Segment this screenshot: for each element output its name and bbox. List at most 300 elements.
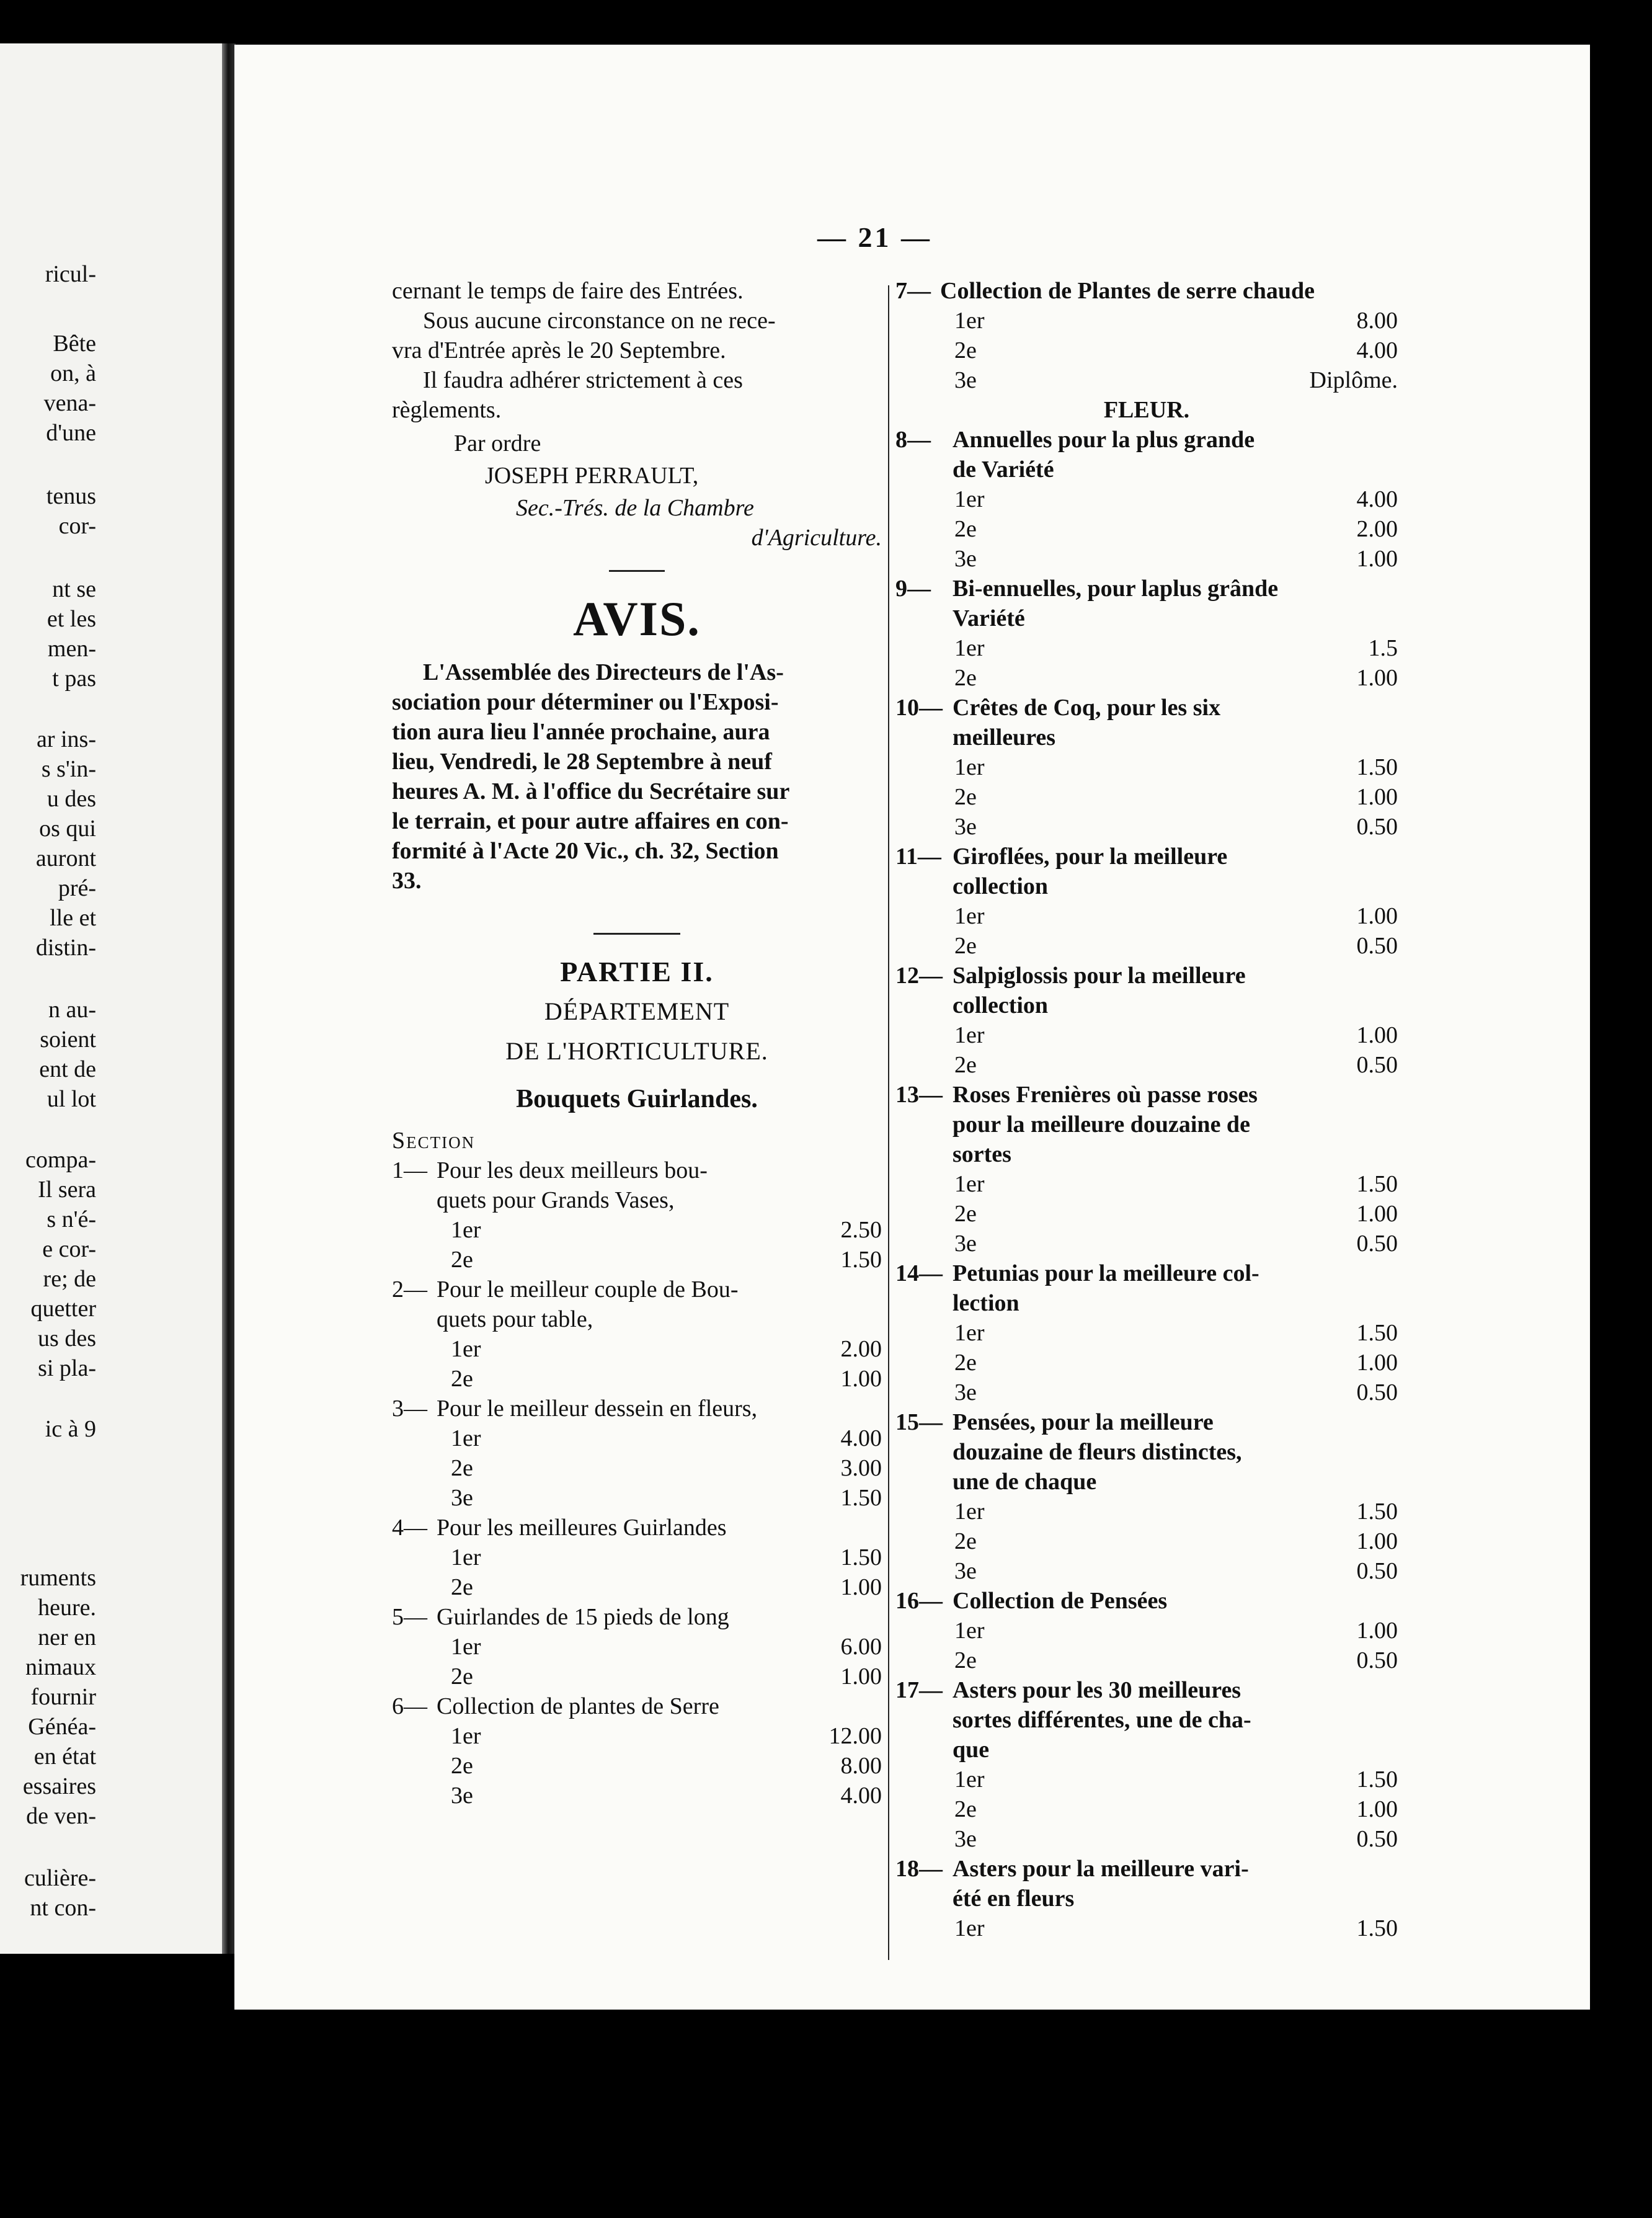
entry-number: 5—: [392, 1604, 427, 1630]
prize-entry: [895, 1080, 1398, 1258]
entry-title: Collection de plantes de Serre: [437, 1693, 719, 1719]
prize-rank: 3e: [954, 1558, 977, 1584]
entry-number: 10—: [895, 695, 943, 721]
left-page-text-fragment: Bête: [53, 331, 96, 357]
left-page-text-fragment: heure.: [38, 1595, 96, 1621]
prize-row: [895, 633, 1398, 663]
left-page-text-fragment: n au-: [48, 997, 96, 1023]
entry-title: que: [953, 1737, 990, 1763]
prize-amount: 12.00: [828, 1723, 882, 1749]
entry-number: 8—: [895, 427, 931, 453]
prize-row: [392, 1751, 882, 1781]
prize-row: [895, 1050, 1398, 1080]
prize-amount: 1.50: [1356, 1766, 1398, 1793]
prize-row: [895, 782, 1398, 812]
prize-amount: 4.00: [1356, 337, 1398, 363]
entry-title-line: [392, 1602, 882, 1632]
entry-number: [895, 871, 953, 901]
prize-rank: 2e: [451, 1664, 473, 1690]
entry-title-line: [895, 455, 1398, 484]
prize-rank: 2e: [451, 1366, 473, 1392]
left-page-text-fragment: ricul-: [45, 261, 96, 287]
prize-amount: 0.50: [1356, 814, 1398, 840]
left-page-text-fragment: nt con-: [30, 1895, 96, 1921]
prize-rank: 1er: [451, 1336, 481, 1362]
prize-rank: 2e: [451, 1753, 473, 1779]
entry-number: 3—: [392, 1396, 427, 1422]
avis-line: le terrain, et pour autre affaires en con-: [392, 808, 789, 834]
left-page-text-fragment: men-: [47, 636, 96, 662]
entry-title-line: [392, 1691, 882, 1721]
right-entry-list: [895, 425, 1398, 1943]
entry-number: 12—: [895, 963, 943, 989]
prize-row: [392, 1721, 882, 1751]
section-label: Section: [392, 1128, 476, 1154]
entry-title-line: [392, 1394, 882, 1423]
entry-number: [895, 455, 953, 484]
left-page-text-fragment: e cor-: [42, 1236, 96, 1262]
entry-title: lection: [953, 1290, 1019, 1316]
entry-number: 13—: [895, 1082, 943, 1108]
prize-row: [895, 1020, 1398, 1050]
column-divider: [888, 285, 889, 1960]
left-page-text-fragment: fournir: [30, 1684, 96, 1710]
prize-row: [895, 812, 1398, 842]
intro-paragraph: [392, 276, 882, 425]
left-page-text-fragment: t pas: [52, 666, 96, 692]
left-page-text-fragment: soient: [40, 1027, 96, 1053]
prize-row: [392, 1781, 882, 1810]
prize-amount: 1.00: [1356, 1796, 1398, 1822]
prize-row: [392, 1334, 882, 1364]
entry-title: une de chaque: [953, 1469, 1097, 1495]
prize-rank: 3e: [954, 546, 977, 572]
prize-rank: 3e: [954, 814, 977, 840]
prize-amount: 1.50: [1356, 1915, 1398, 1941]
prize-rank: 2e: [954, 1647, 977, 1673]
prize-amount: 0.50: [1356, 1379, 1398, 1405]
entry-title: Bi-ennuelles, pour laplus grânde: [953, 576, 1279, 602]
entry-title: de Variété: [953, 457, 1054, 483]
prize-amount: 1.50: [1356, 1499, 1398, 1525]
prize-amount: 1.00: [840, 1574, 882, 1600]
entry-title-line: [392, 1156, 882, 1185]
prize-amount: 1.50: [840, 1485, 882, 1511]
left-page-text-fragment: ic à 9: [45, 1416, 96, 1442]
entry-title-line: [895, 991, 1398, 1020]
left-column: [392, 276, 882, 1810]
prize-amount: 3.00: [840, 1455, 882, 1481]
prize-amount: 1.00: [1356, 1350, 1398, 1376]
entry-number: [895, 1437, 953, 1467]
prize-rank: 1er: [451, 1723, 481, 1749]
left-page-text-fragment: lle et: [50, 905, 96, 931]
prize-row: [895, 1824, 1398, 1854]
left-page-text-fragment: ul lot: [47, 1086, 96, 1112]
prize-row: [895, 931, 1398, 961]
entry-number: 2—: [392, 1276, 427, 1303]
entry-number: [895, 603, 953, 633]
left-page-text-fragment: tenus: [46, 483, 96, 509]
prize-row: [895, 663, 1398, 693]
intro-line: Il faudra adhérer strictement à ces: [423, 367, 743, 393]
prize-row: [392, 1453, 882, 1483]
prize-rank: 3e: [954, 1231, 977, 1257]
prize-row: [895, 1913, 1398, 1943]
prize-row: [895, 365, 1398, 395]
entry-list: [895, 276, 1398, 395]
prize-amount: Diplôme.: [1309, 367, 1398, 393]
prize-entry: [392, 1513, 882, 1602]
prize-amount: 4.00: [840, 1425, 882, 1451]
prize-rank: 1er: [954, 1618, 985, 1644]
left-page-text-fragment: re; de: [43, 1266, 96, 1292]
left-page-text-fragment: os qui: [39, 816, 96, 842]
prize-row: [895, 336, 1398, 365]
prize-entry: [392, 1275, 882, 1394]
prize-rank: 2e: [954, 1052, 977, 1078]
entry-title-line: [895, 1080, 1398, 1110]
prize-amount: 8.00: [1356, 308, 1398, 334]
entry-title-line: [392, 1513, 882, 1543]
entry-title: Pour les meilleures Guirlandes: [437, 1515, 727, 1541]
prize-rank: 2e: [954, 665, 977, 691]
prize-entry: [895, 842, 1398, 961]
entry-title: sortes: [953, 1141, 1011, 1167]
prize-amount: 1.00: [840, 1664, 882, 1690]
left-page-text-fragment: nimaux: [25, 1654, 96, 1680]
prize-row: [392, 1364, 882, 1394]
entry-title-line: [895, 961, 1398, 991]
entry-title: quets pour table,: [437, 1306, 593, 1332]
prize-row: [895, 544, 1398, 574]
prize-amount: 1.00: [1356, 784, 1398, 810]
prize-entry: [392, 1394, 882, 1513]
left-page-text-fragment: on, à: [50, 360, 96, 386]
prize-row: [895, 1378, 1398, 1407]
avis-line: sociation pour déterminer ou l'Exposi-: [392, 689, 779, 715]
avis-paragraph: [392, 657, 882, 896]
prize-rank: 1er: [954, 1915, 985, 1941]
entry-title-line: [895, 276, 1398, 306]
prize-row: [895, 1646, 1398, 1675]
left-page-text-fragment: us des: [38, 1325, 96, 1352]
signatory-name: JOSEPH PERRAULT,: [485, 463, 699, 489]
entry-title: Variété: [953, 605, 1025, 631]
left-page-text-fragment: ent de: [39, 1056, 96, 1082]
entry-number: [895, 1139, 953, 1169]
prize-row: [895, 1794, 1398, 1824]
prize-amount: 1.00: [1356, 1618, 1398, 1644]
left-entry-list: [392, 1156, 882, 1810]
entry-title: collection: [953, 873, 1049, 899]
prize-row: [895, 1348, 1398, 1378]
par-ordre: Par ordre: [454, 430, 541, 457]
prize-row: [392, 1662, 882, 1691]
entry-title-line: [895, 1288, 1398, 1318]
entry-number: 11—: [895, 844, 941, 870]
prize-rank: 2e: [954, 337, 977, 363]
prize-amount: 1.5: [1368, 635, 1398, 661]
separator-rule: [593, 933, 680, 935]
entry-title: Pour le meilleur couple de Bou-: [437, 1276, 739, 1303]
book-gutter: [222, 43, 236, 1954]
entry-number: 14—: [895, 1260, 943, 1286]
prize-amount: 0.50: [1356, 1826, 1398, 1852]
prize-amount: 1.50: [840, 1247, 882, 1273]
prize-rank: 1er: [954, 754, 985, 780]
left-page-text-fragment: de ven-: [26, 1803, 96, 1829]
entry-title: Petunias pour la meilleure col-: [953, 1260, 1259, 1286]
intro-line: vra d'Entrée après le 20 Septembre.: [392, 337, 726, 363]
fleur-heading: FLEUR.: [1103, 397, 1190, 423]
prize-entry: [895, 1258, 1398, 1407]
left-page-text-fragment: ner en: [38, 1624, 96, 1650]
prize-entry: [895, 276, 1398, 395]
entry-title-line: [895, 1110, 1398, 1139]
prize-amount: 0.50: [1356, 1231, 1398, 1257]
prize-row: [895, 1765, 1398, 1794]
entry-number: [895, 723, 953, 752]
entry-title: Guirlandes de 15 pieds de long: [437, 1604, 729, 1630]
prize-row: [895, 901, 1398, 931]
entry-title-line: [895, 1675, 1398, 1705]
prize-rank: 1er: [451, 1544, 481, 1570]
entry-title-line: [895, 871, 1398, 901]
prize-rank: 3e: [954, 1379, 977, 1405]
prize-rank: 3e: [954, 1826, 977, 1852]
left-page-text-fragment: nt se: [52, 576, 96, 602]
signatory-title: Sec.-Trés. de la Chambre: [516, 495, 754, 521]
prize-amount: 4.00: [840, 1783, 882, 1809]
left-page-text-fragment: s n'é-: [47, 1206, 96, 1232]
entry-title-line: [392, 1304, 882, 1334]
prize-row: [895, 1169, 1398, 1199]
entry-title: Crêtes de Coq, pour les six: [953, 695, 1221, 721]
intro-line: cernant le temps de faire des Entrées.: [392, 278, 744, 304]
prize-row: [895, 1318, 1398, 1348]
left-page-text-fragment: d'une: [46, 420, 96, 446]
prize-entry: [392, 1691, 882, 1810]
prize-rank: 1er: [451, 1217, 481, 1243]
entry-title-line: [895, 723, 1398, 752]
prize-amount: 1.00: [1356, 665, 1398, 691]
entry-title-line: [895, 1139, 1398, 1169]
prize-rank: 2e: [954, 1201, 977, 1227]
prize-amount: 1.00: [1356, 903, 1398, 929]
prize-rank: 2e: [954, 933, 977, 959]
prize-entry: [392, 1156, 882, 1275]
prize-rank: 1er: [954, 1171, 985, 1197]
left-page-text-fragment: ruments: [20, 1565, 96, 1591]
entry-title-line: [895, 1705, 1398, 1735]
left-page-text-fragment: vena-: [43, 390, 96, 416]
left-page-text-fragment: quetter: [30, 1296, 96, 1322]
prize-rank: 2e: [954, 516, 977, 542]
prize-rank: 3e: [451, 1783, 473, 1809]
entry-number: 18—: [895, 1856, 943, 1882]
prize-rank: 3e: [451, 1485, 473, 1511]
entry-title: quets pour Grands Vases,: [437, 1187, 675, 1213]
avis-line: lieu, Vendredi, le 28 Septembre à neuf: [392, 749, 772, 775]
right-column: [895, 276, 1398, 1943]
avis-line: tion aura lieu l'année prochaine, aura: [392, 719, 770, 745]
left-page-text-fragment: cor-: [58, 513, 96, 539]
prize-row: [392, 1245, 882, 1275]
prize-entry: [895, 574, 1398, 693]
intro-line: règlements.: [392, 397, 502, 423]
entry-title-line: [895, 1586, 1398, 1616]
prize-row: [895, 1526, 1398, 1556]
avis-line: L'Assemblée des Directeurs de l'As-: [423, 659, 784, 685]
entry-number: 4—: [392, 1515, 427, 1541]
entry-number: [895, 1467, 953, 1497]
prize-rank: 1er: [451, 1634, 481, 1660]
entry-title: Collection de Pensées: [953, 1588, 1168, 1614]
prize-rank: 2e: [954, 1796, 977, 1822]
left-page-text-fragment: Généa-: [28, 1714, 96, 1740]
prize-rank: 1er: [954, 486, 985, 512]
prize-amount: 0.50: [1356, 933, 1398, 959]
prize-entry: [895, 1586, 1398, 1675]
left-page-text-fragment: distin-: [35, 935, 96, 961]
prize-row: [895, 1556, 1398, 1586]
prize-amount: 1.50: [840, 1544, 882, 1570]
entry-title: collection: [953, 992, 1049, 1018]
entry-title: Pensées, pour la meilleure: [953, 1409, 1214, 1435]
entry-title-line: [895, 1884, 1398, 1913]
entry-title: pour la meilleure douzaine de: [953, 1111, 1250, 1138]
prize-row: [895, 484, 1398, 514]
prize-rank: 1er: [954, 1499, 985, 1525]
signatory-title: d'Agriculture.: [751, 525, 882, 551]
prize-entry: [895, 1675, 1398, 1854]
prize-amount: 2.00: [1356, 516, 1398, 542]
prize-entry: [895, 1854, 1398, 1943]
entry-title: Giroflées, pour la meilleure: [953, 844, 1228, 870]
prize-rank: 2e: [451, 1574, 473, 1600]
entry-number: [895, 1110, 953, 1139]
entry-number: [895, 1705, 953, 1735]
left-page-text-fragment: s s'in-: [41, 756, 96, 782]
prize-amount: 1.00: [1356, 1022, 1398, 1048]
prize-amount: 1.00: [840, 1366, 882, 1392]
entry-number: 1—: [392, 1157, 427, 1183]
entry-title-line: [895, 1467, 1398, 1497]
entry-title: Asters pour les 30 meilleures: [953, 1677, 1241, 1703]
entry-title: Collection de Plantes de serre chaude: [940, 278, 1315, 304]
prize-entry: [392, 1602, 882, 1691]
entry-number: 16—: [895, 1588, 943, 1614]
entry-title: Roses Frenières où passe roses: [953, 1082, 1258, 1108]
prize-rank: 1er: [451, 1425, 481, 1451]
entry-title-line: [895, 1407, 1398, 1437]
entry-title: sortes différentes, une de cha-: [953, 1707, 1251, 1733]
entry-number: [392, 1304, 437, 1334]
prize-row: [895, 752, 1398, 782]
left-page-text-fragment: en état: [33, 1744, 96, 1770]
prize-rank: 2e: [954, 784, 977, 810]
entry-number: 15—: [895, 1409, 943, 1435]
prize-row: [895, 1229, 1398, 1258]
prize-row: [895, 1616, 1398, 1646]
prize-rank: 1er: [954, 308, 985, 334]
left-page-text-fragment: si pla-: [38, 1355, 96, 1381]
prize-rank: 2e: [451, 1455, 473, 1481]
department-heading: DE L'HORTICULTURE.: [505, 1037, 768, 1065]
prize-row: [895, 514, 1398, 544]
prize-amount: 1.00: [1356, 546, 1398, 572]
prize-entry: [895, 1407, 1398, 1586]
entry-title: été en fleurs: [953, 1886, 1075, 1912]
prize-amount: 4.00: [1356, 486, 1398, 512]
entry-number: 9—: [895, 576, 931, 602]
prize-amount: 1.00: [1356, 1528, 1398, 1554]
prize-rank: 1er: [954, 1022, 985, 1048]
prize-rank: 1er: [954, 1320, 985, 1346]
prize-amount: 2.50: [840, 1217, 882, 1243]
prize-amount: 2.00: [840, 1336, 882, 1362]
prize-rank: 2e: [451, 1247, 473, 1273]
prize-amount: 1.50: [1356, 1320, 1398, 1346]
left-page-text-fragment: u des: [47, 786, 96, 812]
prize-rank: 2e: [954, 1528, 977, 1554]
signature-block: [392, 429, 882, 553]
prize-rank: 1er: [954, 635, 985, 661]
prize-row: [392, 1483, 882, 1513]
left-page-text-fragment: Il sera: [38, 1177, 96, 1203]
entry-title-line: [895, 1437, 1398, 1467]
entry-title-line: [895, 425, 1398, 455]
left-page-text-fragment: compa-: [25, 1147, 96, 1173]
entry-number: [895, 991, 953, 1020]
entry-title-line: [895, 603, 1398, 633]
entry-title: douzaine de fleurs distinctes,: [953, 1439, 1242, 1465]
prize-amount: 0.50: [1356, 1647, 1398, 1673]
prize-amount: 1.00: [1356, 1201, 1398, 1227]
prize-rank: 2e: [954, 1350, 977, 1376]
entry-title-line: [895, 1854, 1398, 1884]
partie-heading: PARTIE II.: [560, 956, 714, 987]
prize-amount: 0.50: [1356, 1052, 1398, 1078]
entry-number: [895, 1288, 953, 1318]
prize-row: [392, 1572, 882, 1602]
prize-entry: [895, 961, 1398, 1080]
left-page-text-fragment: pré-: [58, 875, 96, 901]
prize-rank: 1er: [954, 903, 985, 929]
avis-line: formité à l'Acte 20 Vic., ch. 32, Section: [392, 838, 779, 864]
prize-row: [392, 1632, 882, 1662]
prize-row: [392, 1215, 882, 1245]
entry-number: 6—: [392, 1693, 427, 1719]
intro-line: Sous aucune circonstance on ne rece-: [423, 308, 776, 334]
entry-number: 17—: [895, 1677, 943, 1703]
entry-title: Pour le meilleur dessein en fleurs,: [437, 1396, 758, 1422]
prize-entry: [895, 425, 1398, 574]
entry-title-line: [392, 1185, 882, 1215]
prize-amount: 0.50: [1356, 1558, 1398, 1584]
entry-number: 7—: [895, 278, 931, 304]
entry-number: [895, 1884, 953, 1913]
page-number: — 21 —: [817, 221, 932, 253]
entry-number: [392, 1185, 437, 1215]
department-heading: DÉPARTEMENT: [544, 997, 730, 1025]
prize-rank: 1er: [954, 1766, 985, 1793]
prize-amount: 1.50: [1356, 754, 1398, 780]
entry-title: Salpiglossis pour la meilleure: [953, 963, 1246, 989]
left-page-text-fragment: ar ins-: [36, 726, 96, 752]
left-page-text-fragment: essaires: [22, 1773, 96, 1799]
